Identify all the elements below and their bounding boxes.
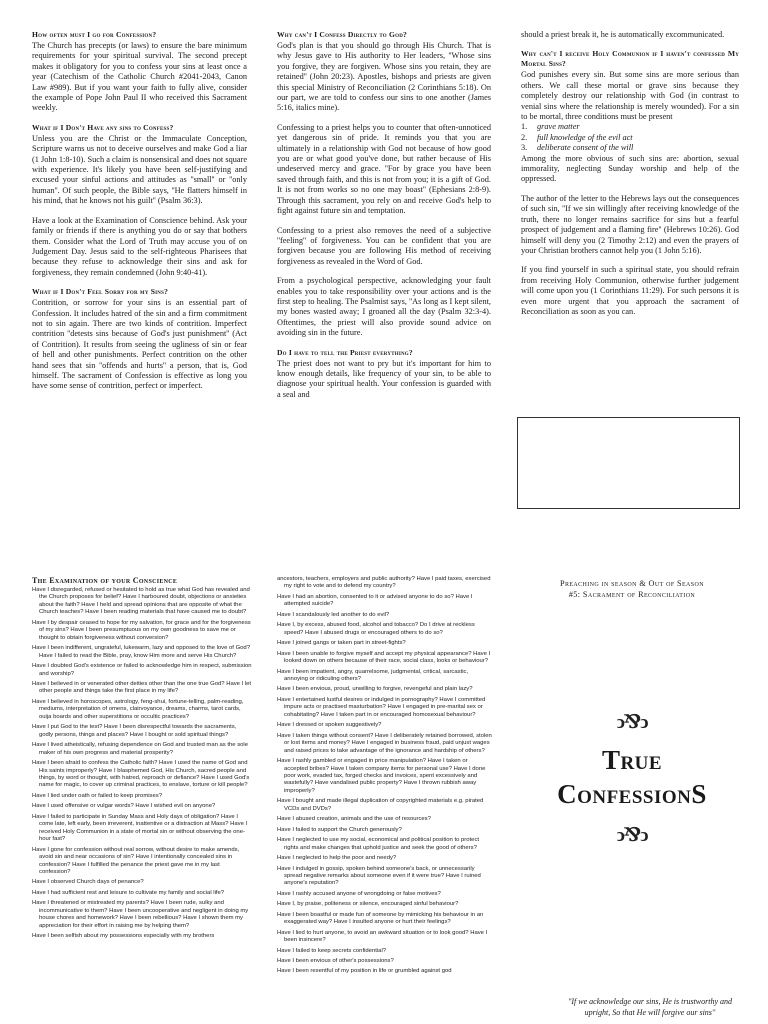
section-confess-to-god [277, 30, 491, 339]
title-line-1: True [601, 745, 663, 775]
section-no-sins [32, 123, 247, 278]
exam-question: Have I been impatient, angry, quarrelsome, judgmental, critical, sarcastic, annoying or ridiculing others? [277, 668, 469, 682]
series-subtitle: #5: Sacrament of Reconciliation [568, 590, 696, 599]
exam-question: Have I believed in horoscopes, astrology, feng-shui, fortune-telling, palm-reading, mediums, interpretation of omens, clairvoyance, dreams, charms, tarot cards, ouija boards and other superstitions or occultic practices? [32, 698, 244, 720]
section-holy-communion [521, 49, 739, 317]
exam-question: Have I, by excess, abused food, alcohol and tobacco? Do I drive at reckless speed? Have I abused drugs or encouraged others to do so? [277, 622, 475, 636]
ornament-bottom-icon: ↄ⅋ↄ [616, 825, 648, 846]
section-body: Unless you are the Christ or the Immaculate Conception, Scripture warns us not to deceive ourselves and make God a liar (1 John 1:8-10). Such a claim is nonsensical and does not square with experience. It's likely you have been self-justifying and excused your sinful actions and attitudes as ''small'' or ''only human''. Of such people, the Bible says, ''He flatters himself in his mind, that he knows not his guilt'' (Psalm 36:3). [32, 133, 247, 206]
exam-question: Have I lied under oath or failed to keep promises? [32, 792, 162, 799]
exam-question: Have I been envious of other's possessions? [277, 958, 394, 965]
exam-question: Have I lived atheistically, refusing dependence on God and trusted man as the sole maker of his own progress and material prosperity? [32, 742, 249, 756]
exam-question: Have I been boastful or made fun of someone by mimicking his behaviour in an exaggerated way? Have I insulted anyone or hurt their feelings? [277, 911, 484, 926]
section-body: Confessing to a priest helps you to counter that often-unnoticed yet dangerous sin of pride. It reminds you that you are ultimately in a relationship with God not because of how good you are or what good you've done, but rather because of His undeserved mercy and grace. ''For by grace you have been saved through faith, and this is not from you; it is a gift of God. It is not from works so no one may boast'' (Ephesians 2:8-9). Through this sacrament, you rely on and receive God's help to fight against future sin and temptation. [277, 122, 491, 216]
list-item: 2. full knowledge of the evil act [521, 132, 633, 142]
column-right [521, 30, 739, 410]
section-heading: Why can't I receive Holy Communion if I haven't confessed My Mortal Sins? [521, 49, 739, 69]
section-body: Confessing to a priest also removes the need of a subjective ''feeling'' of forgiveness. You can be confident that you are forgiven because you are following His method of receiving forgiveness as revealed in the Word of God. [277, 225, 491, 266]
exam-question: ancestors, teachers, employers and public authority? Have I paid taxes, exercised my right to vote and to defend my country? [277, 576, 491, 590]
section-continuation [521, 30, 739, 40]
exam-question: Have I rashly accused anyone of wrongdoing or false motives? [277, 890, 441, 897]
section-heading: How often must I go for Confession? [32, 30, 157, 39]
section-body: Have a look at the Examination of Conscience behind. Ask your family or friends if there is anything you do or say that bothers them. Consider what the Lord of Truth may accuse you of on Judgement Day. Jesus said to the self-righteous Pharisees that because they refuse to acknowledge their sins and ask for forgiveness, they remain condemned (John 9:40-41). [32, 215, 247, 277]
exam-question: Have I by despair ceased to hope for my salvation, for grace and for the forgiveness of my sins? Have I been presumptuous on my own goodness to save me or thought to obtain forgiveness without conversion? [32, 619, 251, 641]
section-not-sorry [32, 287, 247, 392]
exam-question: Have I had sufficient rest and leisure to cultivate my family and social life? [32, 889, 225, 896]
section-body: If you find yourself in such a spiritual state, you should refrain from receiving Holy Communion, otherwise further judgement will come upon you (1 Corinthians 11:29). For such persons it is even more urgent that you approach the sacrament of Reconciliation as soon as you can. [521, 265, 739, 316]
exam-question: Have I observed Church days of penance? [32, 879, 144, 886]
section-how-often [32, 30, 247, 114]
section-body: Among the more obvious of such sins are: abortion, sexual immorality, neglecting Sunday worship and help of the oppressed. [521, 153, 739, 184]
exam-question: Have I, by praise, politeness or silence, encouraged sinful behaviour? [277, 901, 459, 908]
exam-question: Have I gone for confession without real sorrow, without desire to make amends, avoid sin and near occasions of sin? Have I intentionally concealed sins in confession? Have I fulfilled the penance the priest gave me in my last confession? [32, 846, 240, 875]
exam-question: Have I joined gangs or taken part in street-fights? [277, 640, 406, 647]
column-middle [277, 30, 491, 520]
exam-question: Have I been selfish about my possessions especially with my brothers [32, 933, 215, 940]
exam-question: Have I neglected to help the poor and needy? [277, 855, 397, 862]
conditions-list [521, 122, 739, 153]
section-heading: Do I have to tell the Priest everything? [277, 347, 413, 357]
list-item: 1. grave matter [521, 122, 580, 132]
section-body: should a priest break it, he is automatically excommunicated. [521, 30, 725, 39]
column-left [32, 30, 247, 520]
exam-column-left [32, 587, 252, 1024]
title-line-2: ConfessionS [557, 779, 707, 809]
section-body: The Church has precepts (or laws) to ensure the bare minimum requirements for your spiritual survival. The second precept makes it obligatory for you to confess your sins at least once a year (Catechism of the Catholic Church #2041-2043, Canon Law #989). But if you want your faith to fully alive, consider the example of Pope John Paul II who received this Sacrament weekly. [32, 41, 247, 113]
section-heading: What if I Don't Have any sins to Confess? [32, 122, 174, 132]
section-body: God's plan is that you should go through His Church. That is why Jesus gave to His authority to Her leaders, ''Whose sins you forgive, they are forgiven. Whose sins you retain, they are retained'' (John 20:23). Apostles, bishops and priests are given this special Ministry of Reconciliation (2 Corinthians 5:18). On our part, we are told to confess our sins to one another (James 5:16, italics mine). [277, 41, 491, 113]
exam-question: Have I lied to hurt anyone, to avoid an awkward situation or to look good? Have I been insincere? [277, 929, 488, 944]
exam-question: Have I been envious, proud, unwilling to forgive, revengeful and plain lazy? [277, 686, 473, 693]
exam-question: Have I used offensive or vulgar words? Have I wished evil on anyone? [32, 803, 216, 810]
cover-quote: ''If we acknowledge our sins, He is trustworthy and upright, So that He will forgive our sins'' [567, 997, 733, 1017]
exam-question: Have I neglected to use my social, economical and political position to protect rights and make changes that uphold justice and seek the good of others? [277, 837, 480, 851]
cover-title [523, 742, 741, 812]
exam-question: Have I failed to support the Church generously? [277, 826, 402, 833]
exam-question: Have I abused creation, animals and the use of resources? [277, 816, 431, 823]
notes-box [517, 417, 740, 509]
exam-question: Have I doubted God's existence or failed to acknowledge him in respect, submission and worship? [32, 663, 252, 677]
exam-title: The Examination of your Conscience [32, 576, 178, 585]
section-body: Contrition, or sorrow for your sins is an essential part of Confession. It includes hatred of the sin and a firm commitment not to sin again. There are two kinds of contrition. Imperfect contrition ''detests sins because of God's just punishment'' (Act of Contrition). It results from seeing the ugliness of sin or fear of hell and other punishments. Perfect contrition on the other hand sees that sin ''offends and hurts'' a person, that is, God himself. The sacrament of Confession is effective as long you have some sense of contrition, perfect or imperfect. [32, 298, 247, 391]
series-title: Preaching in season & Out of Season [559, 579, 704, 588]
exam-question: Have I been indifferent, ungrateful, lukewarm, lazy and opposed to the love of God? Have I failed to read the Bible, pray, know Him more and serve His Church? [32, 645, 250, 659]
ornament-top-icon: ↄ⅋ↄ [616, 712, 648, 733]
section-tell-everything [277, 348, 491, 401]
exam-question: Have I rashly gambled or engaged in price manipulation? Have I taken or accepted bribes? Have I taken company items for personal use? Have I done poor work, evaded tax, forged checks and invoices, spent excessively and wastefully? Have vandalised public property? Have I thrown rubbish away improperly? [277, 758, 486, 794]
exam-question: Have I taken things without consent? Have I deliberately retained borrowed, stolen or lost items and money? Have I engaged in business fraud, paid unjust wages and raised prices to take advantage of the ignorance and hardship of others? [277, 732, 492, 754]
exam-question: Have I scandalously led another to do evil? [277, 611, 390, 618]
exam-question: Have I disregarded, refused or hesitated to hold as true what God has revealed and the Church proposes for belief? Have I harboured doubt, objections or anxieties about the faith? Have I held and spread opinions that are opposite of what the Church teaches? Have I been reading materials that have caused me to doubt? [32, 587, 250, 616]
exam-question: Have I been afraid to confess the Catholic faith? Have I used the name of God and His saints improperly? Have I blasphemed God, His Church, sacred people and things, by word or thought, with hatred, reproach or defiance? Have I used God's name for magic, to cover up criminal practices, to enslave, torture or kill people? [32, 760, 250, 789]
section-body: God punishes every sin. But some sins are more serious than others. We call these mortal or grave sins because they completely destroy our relationship with God (in contrast to venial sins where the relationship is merely wounded). For a sin to be mortal, three conditions must be present [521, 70, 739, 122]
exam-question: Have I dressed or spoken suggestively? [277, 722, 382, 729]
exam-question: Have I been resentful of my position in life or grumbled against god [277, 968, 452, 975]
section-body: From a psychological perspective, acknowledging your fault enables you to take responsibility over your actions and is the first step to healing. The Psalmist says, ''As long as I kept silent, my bones wasted away; I groaned all the day (Psalm 32:3-4). Oftentimes, the priest will also provide sound advice on avoiding sin in the future. [277, 276, 491, 338]
list-item: 3. deliberate consent of the will [521, 143, 634, 153]
exam-question: Have I been unable to forgive myself and accept my physical appearance? Have I looked down on others because of their race, social class, looks or behaviour? [277, 650, 491, 665]
exam-question: Have I failed to participate in Sunday Mass and Holy days of obligation? Have I come late, left early, been irreverent, inattentive or a distraction at Mass? Have I received Holy Communion in a state of mortal sin or without observing the one-hour fast? [32, 813, 248, 843]
exam-question: Have I threatened or mistreated my parents? Have I been rude, sulky and incommunicative to them? Have I been uncooperative and negligent in doing my house chores and homework? Have I been rebellious? Have I shown them my appreciation for their effort in raising me by helping them? [32, 900, 249, 929]
section-body: The priest does not want to pry but it's important for him to know enough details, like frequency of your sin, to be able to diagnose your spiritual health. Your confession is guarded with a seal and [277, 358, 491, 399]
section-heading: Why can't I Confess Directly to God? [277, 30, 407, 39]
exam-question: Have I believed in or venerated other deities other than the one true God? Have I let other people and things take the first place in my life? [32, 680, 252, 695]
section-heading: What if I Don't Feel Sorry for my Sins? [32, 287, 169, 297]
exam-question: Have I put God to the test? Have I been disrespectful towards the sacraments, godly persons, things and places? Have I bought or sold spiritual things? [32, 724, 237, 738]
exam-question: Have I bought and made illegal duplication of copyrighted materials e.g. pirated VCDs and DVDs? [277, 798, 484, 812]
exam-question: Have I had an abortion, consented to it or advised anyone to do so? Have I attempted suicide? [277, 593, 473, 608]
exam-column-right [277, 576, 493, 1024]
exam-question: Have I entertained lustful desires or indulged in pornography? Have I committed impure acts or practised masturbation? Have I engaged in pre-marital sex or cohabitating? Have I taken part in or encouraged homosexual behaviour? [277, 696, 486, 718]
exam-question: Have I indulged in gossip, spoken behind someone's back, or unnecessarily spread negative remarks about someone even if it were true? Have I ruined anyone's reputation? [277, 865, 481, 887]
cover-series [523, 578, 741, 600]
exam-question: Have I failed to keep secrets confidential? [277, 947, 387, 954]
section-body: The author of the letter to the Hebrews lays out the consequences of such sin, ''If we sin willingly after receiving knowledge of the truth, there no longer remains sacrifice for sins but a fearful prospect of judgement and a flaming fire'' (Hebrews 10:26). God himself will deny you (2 Timothy 2:12) and even the prayers of your Christian brothers cannot help you (1 John 5:16). [521, 193, 739, 255]
